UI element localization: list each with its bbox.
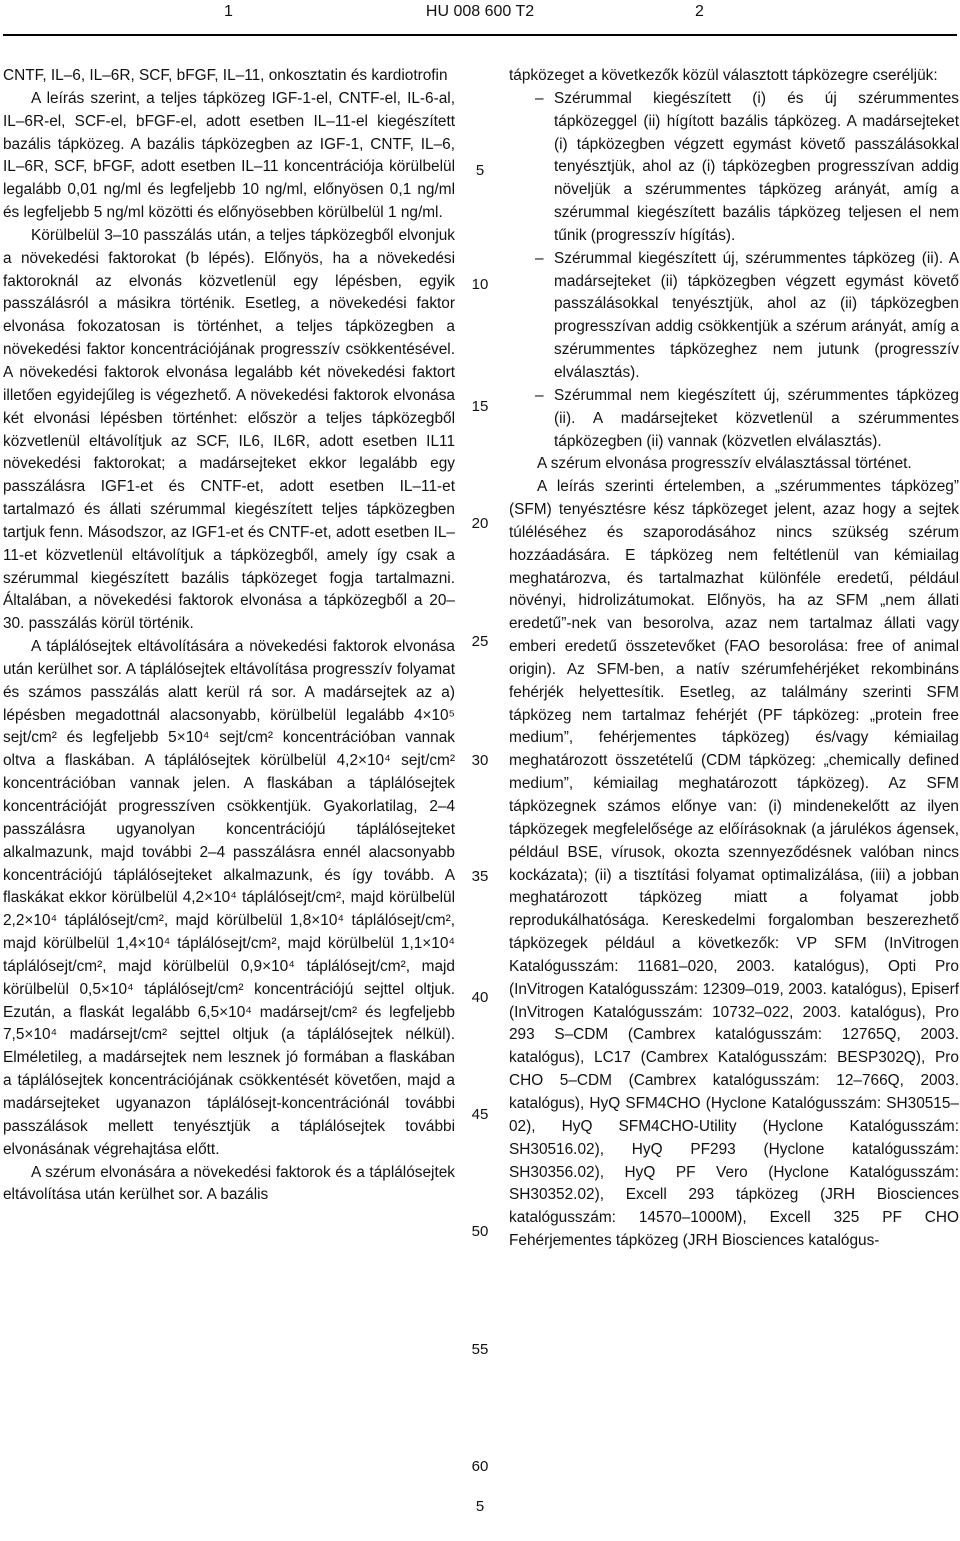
header-rule bbox=[3, 34, 957, 36]
line-number: 5 bbox=[475, 162, 485, 179]
dash-bullet: – bbox=[535, 89, 544, 107]
paragraph: A leírás szerinti értelemben, a „szérummentes tápközeg” (SFM) tenyésztésre kész tápközeget jelent, azaz hogy a sejtek túléléséhez és szaporodásához nincs szükség szérum hozzáadására. E tápközeg nem feltétlenül van kémiailag meghatározva, és tartalmazhat különféle eredetű, például növényi, hidrolizátumokat. Előnyös, ha az SFM „nem állati eredetű”-nek van besorolva, azaz nem tartalmaz állati vagy emberi eredetű összetevőket (FAO besorolása: free of animal origin). Az SFM-ben, a natív szérumfehérjéket rekombináns fehérjék helyettesítik. Esetleg, az találmány szerinti SFM tápközeg nem tartalmaz fehérjét (PF tápközeg: „protein free medium”, fehérjementes tápközeg) és/vagy kémiailag meghatározott összetételű (CDM tápközeg: „chemically defined medium”, kémiailag meghatározott tápközeg). Az SFM tápközegnek számos előnye van: (i) mindenekelőtt az ilyen tápközegek megfelelősége az előírásoknak (a járulékos ágensek, például BSE, vírusok, okozta szennyeződésnek valóban nincs kockázata); (ii) a tisztítási folyamat optimalizálása, (iii) a jobban meghatározott tápközeg miatt a folyamat jobb reprodukálhatósága. Kereskedelmi forgalomban beszerezhető tápközegek például a következők: VP SFM (InVitrogen Katalógusszám: 11681–020, 2003. katalógus), Opti Pro (InVitrogen Katalógusszám: 12309–019, 2003. katalógus), Episerf (InVitrogen Katalógusszám: 10732–022, 2003. katalógus), Pro 293 S–CDM (Cambrex katalógusszám: 12765Q, 2003. katalógus), LC17 (Cambrex Katalógusszám: BESP302Q), Pro CHO 5–CDM (Cambrex katalógusszám: 12–766Q, 2003. katalógus), HyQ SFM4CHO (Hyclone Katalógusszám: SH30515–02), HyQ SFM4CHO-Utility (Hyclone Katalógusszám: SH30516.02), HyQ PF293 (Hyclone katalógusszám: SH30356.02), HyQ PF Vero (Hyclone Katalógusszám: SH30352.02), Excell 293 tápközeg (JRH Biosciences katalógusszám: 14570–1000M), Excell 325 PF CHO Fehérjementes tápközeg (JRH Biosciences katalógus- bbox=[509, 478, 959, 1250]
line-number: 30 bbox=[471, 752, 489, 769]
line-number: 25 bbox=[471, 633, 489, 650]
line-number: 45 bbox=[471, 1106, 489, 1123]
list-item-text: Szérummal kiegészített (i) és új szérummentes tápközeggel (ii) hígított bazális tápközeg. A madársejteket (i) tápközegben végzett egymást követő passzálásokkal tenyésztjük, ahol az (i) tápközegben progresszívan addig növeljük a szérummentes tápközeg arányát, amíg a szérummal kiegészített bazális tápközeg teljesen el nem tűnik (progresszív hígítás). bbox=[554, 89, 959, 244]
line-number: 55 bbox=[471, 1341, 489, 1358]
paragraph: A szérum elvonása progresszív elválasztással történet. bbox=[537, 455, 912, 473]
paragraph: A szérum elvonására a növekedési faktorok és a táplálósejtek eltávolítása után kerülhet sor. A bazális bbox=[3, 1163, 455, 1204]
footer-page-number: 5 bbox=[475, 1498, 485, 1515]
paragraph: CNTF, IL–6, IL–6R, SCF, bFGF, IL–11, onkosztatin és kardiotrofin bbox=[3, 67, 448, 84]
right-column bbox=[509, 65, 959, 1253]
paragraph: tápközeget a következők közül választott tápközegre cseréljük: bbox=[509, 67, 938, 84]
dash-bullet: – bbox=[535, 249, 544, 267]
paragraph: Körülbelül 3–10 passzálás után, a teljes tápközegből elvonjuk a növekedési faktorokat (b lépés). Előnyös, ha a növekedési faktoroknál az elvonás közvetlenül egy lépésben, egyik passzálásról a másikra történik. Esetleg, a növekedési faktor elvonása fokozatosan is történhet, a teljes tápközegben a növekedési faktor koncentrációjának progresszív csökkentésével. A növekedési faktorok elvonása legalább két növekedési faktort illetően egyidejűleg is végezhető. A növekedési faktorok elvonása két elvonási lépésben történhet: először a teljes tápközegből közvetlenül eltávolítjuk az SCF, IL6, IL6R, adott esetben IL11 növekedési faktorokat; a madársejteket ekkor legalább egy passzálásra IGF1-et és CNTF-et, adott esetben IL–11-et tartalmazó és állati szérummal kiegészített teljes tápközegben tartjuk fenn. Másodszor, az IGF1-et és CNTF-et, adott esetben IL–11-et közvetlenül eltávolítjuk a tápközegből, amely így csak a szérummal kiegészített bazális tápközeget fogja tartalmazni. Általában, a növekedési faktorok elvonása a tápközegből a 20–30. passzálás körül történik. bbox=[3, 226, 455, 633]
list-item-text: Szérummal nem kiegészített új, szérummentes tápközeg (ii). A madársejteket közvetlenül a szérummentes tápközegben (ii) vannak (közvetlen elválasztás). bbox=[554, 386, 959, 450]
line-number: 35 bbox=[471, 868, 489, 885]
line-number: 20 bbox=[471, 515, 489, 532]
header-document-id: HU 008 600 T2 bbox=[425, 3, 535, 20]
list-item-text: Szérummal kiegészített új, szérummentes tápközeg (ii). A madársejteket (ii) tápközegben végzett egymást követő passzálásokkal tenyésztjük, ahol az (ii) tápközegben progresszívan addig csökkentjük a szérum arányát, amíg a szérummentes tápközeghez nem jutunk (progresszív elválasztás). bbox=[554, 249, 959, 381]
left-column bbox=[3, 65, 455, 1207]
list-item bbox=[509, 248, 959, 385]
list-item bbox=[509, 385, 959, 454]
line-number: 40 bbox=[471, 989, 489, 1006]
list-item bbox=[509, 88, 959, 248]
line-number: 60 bbox=[471, 1458, 489, 1475]
dash-bullet: – bbox=[535, 386, 544, 404]
header-right-page-number: 2 bbox=[695, 3, 704, 20]
paragraph: A leírás szerint, a teljes tápközeg IGF-1-el, CNTF-el, IL-6-al, IL–6R-el, SCF-el, bFGF-el, adott esetben IL–11-el kiegészített bazális tápközeg. A bazális tápközegben az IGF-1, CNTF, IL–6, IL–6R, SCF, bFGF, adott esetben IL–11 koncentrációja körülbelül legalább 0,01 ng/ml és legfeljebb 10 ng/ml, előnyösen 0,1 ng/ml és legfeljebb 5 ng/ml közötti és előnyösebben körülbelül 1 ng/ml. bbox=[3, 89, 455, 222]
header-left-page-number: 1 bbox=[224, 3, 233, 20]
line-number: 15 bbox=[471, 398, 489, 415]
line-number: 50 bbox=[471, 1223, 489, 1240]
line-number: 10 bbox=[471, 276, 489, 293]
paragraph: A táplálósejtek eltávolítására a növekedési faktorok elvonása után kerülhet sor. A táplálósejtek eltávolítása progresszív folyamat és számos passzálás alatt kerül rá sor. A madársejtek az a) lépésben megadottnál alacsonyabb, körülbelül legalább 4×10⁵ sejt/cm² és legfeljebb 5×10⁴ sejt/cm² koncentrációban vannak oltva a flaskában. A táplálósejtek körülbelül 4,2×10⁴ sejt/cm² koncentrációban vannak jelen. A flaskában a táplálósejtek koncentrációját progresszíven csökkentjük. Gyakorlatilag, 2–4 passzálásra ugyanolyan koncentrációjú táplálósejteket alkalmazunk, majd további 2–4 passzálásra ennél alacsonyabb koncentrációjú táplálósejteket alkalmazunk, és így tovább. A flaskákat ekkor körülbelül 4,2×10⁴ táplálósejt/cm², majd körülbelül 2,2×10⁴ táplálósejt/cm², majd körülbelül 1,8×10⁴ táplálósejt/cm², majd körülbelül 1,4×10⁴ táplálósejt/cm², majd körülbelül 1,1×10⁴ táplálósejt/cm², majd körülbelül 0,9×10⁴ táplálósejt/cm², majd körülbelül 0,5×10⁴ táplálósejt/cm² koncentrációjú sejttel oltjuk. Ezután, a flaskát legalább 6,5×10⁴ madársejt/cm² és legfeljebb 7,5×10⁴ madársejt/cm² sejttel oltjuk (a táplálósejtek nélkül). Elméletileg, a madársejtek nem lesznek jó formában a flaskában a táplálósejtek koncentrációjának csökkentését követően, majd a madársejteket ugyanazon táplálósejt-koncentrációnál további passzálások mellett tenyésztjük a táplálósejtek további elvonásának végrehajtása előtt. bbox=[3, 638, 455, 1158]
